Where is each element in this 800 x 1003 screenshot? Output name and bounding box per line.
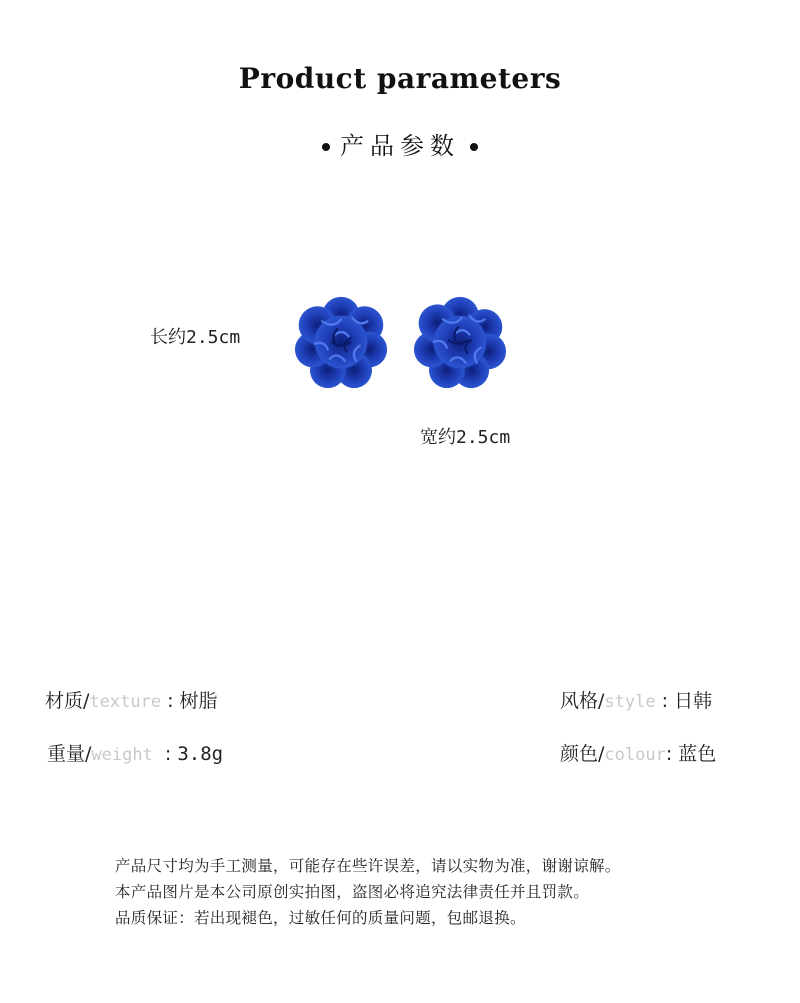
spec-material (45, 686, 218, 713)
spec-separator: : (655, 690, 675, 712)
width-label: 宽约2.5cm (420, 427, 511, 448)
page-subtitle (0, 126, 800, 161)
note-quality: 品质保证：若出现褪色，过敏任何的质量问题，包邮退换。 (115, 909, 526, 927)
bullet-dot-icon (322, 143, 330, 151)
spec-color-label: 颜色/ (560, 743, 605, 765)
spec-color (560, 739, 716, 766)
spec-style-label: 风格/ (560, 690, 605, 712)
spec-color-value: 蓝色 (678, 743, 717, 765)
spec-style-value: 日韩 (674, 690, 713, 712)
flower-earring-right-icon (413, 295, 507, 389)
spec-weight-value: 3.8g (177, 743, 224, 765)
length-label: 长约2.5cm (150, 327, 241, 348)
spec-weight (47, 739, 223, 766)
spec-separator: : (665, 743, 679, 765)
spec-style-label-en: style (604, 692, 656, 712)
spec-material-label: 材质/ (45, 690, 90, 712)
flower-earring-left-icon (294, 295, 388, 389)
spec-weight-label: 重量/ (47, 743, 92, 765)
spec-material-value: 树脂 (179, 690, 218, 712)
spec-color-label-en: colour (604, 745, 666, 765)
note-measurement: 产品尺寸均为手工测量，可能存在些许误差，请以实物为准，谢谢谅解。 (115, 857, 621, 875)
bullet-dot-icon (470, 143, 478, 151)
spec-material-label-en: texture (89, 692, 162, 712)
note-copyright: 本产品图片是本公司原创实拍图，盗图必将追究法律责任并且罚款。 (115, 883, 590, 901)
spec-style (560, 686, 712, 713)
spec-separator: : (152, 743, 178, 765)
spec-weight-label-en: weight (91, 745, 153, 765)
page-title: Product parameters (238, 62, 562, 95)
spec-separator: : (161, 690, 180, 712)
subtitle-text: 产品参数 (340, 132, 460, 160)
